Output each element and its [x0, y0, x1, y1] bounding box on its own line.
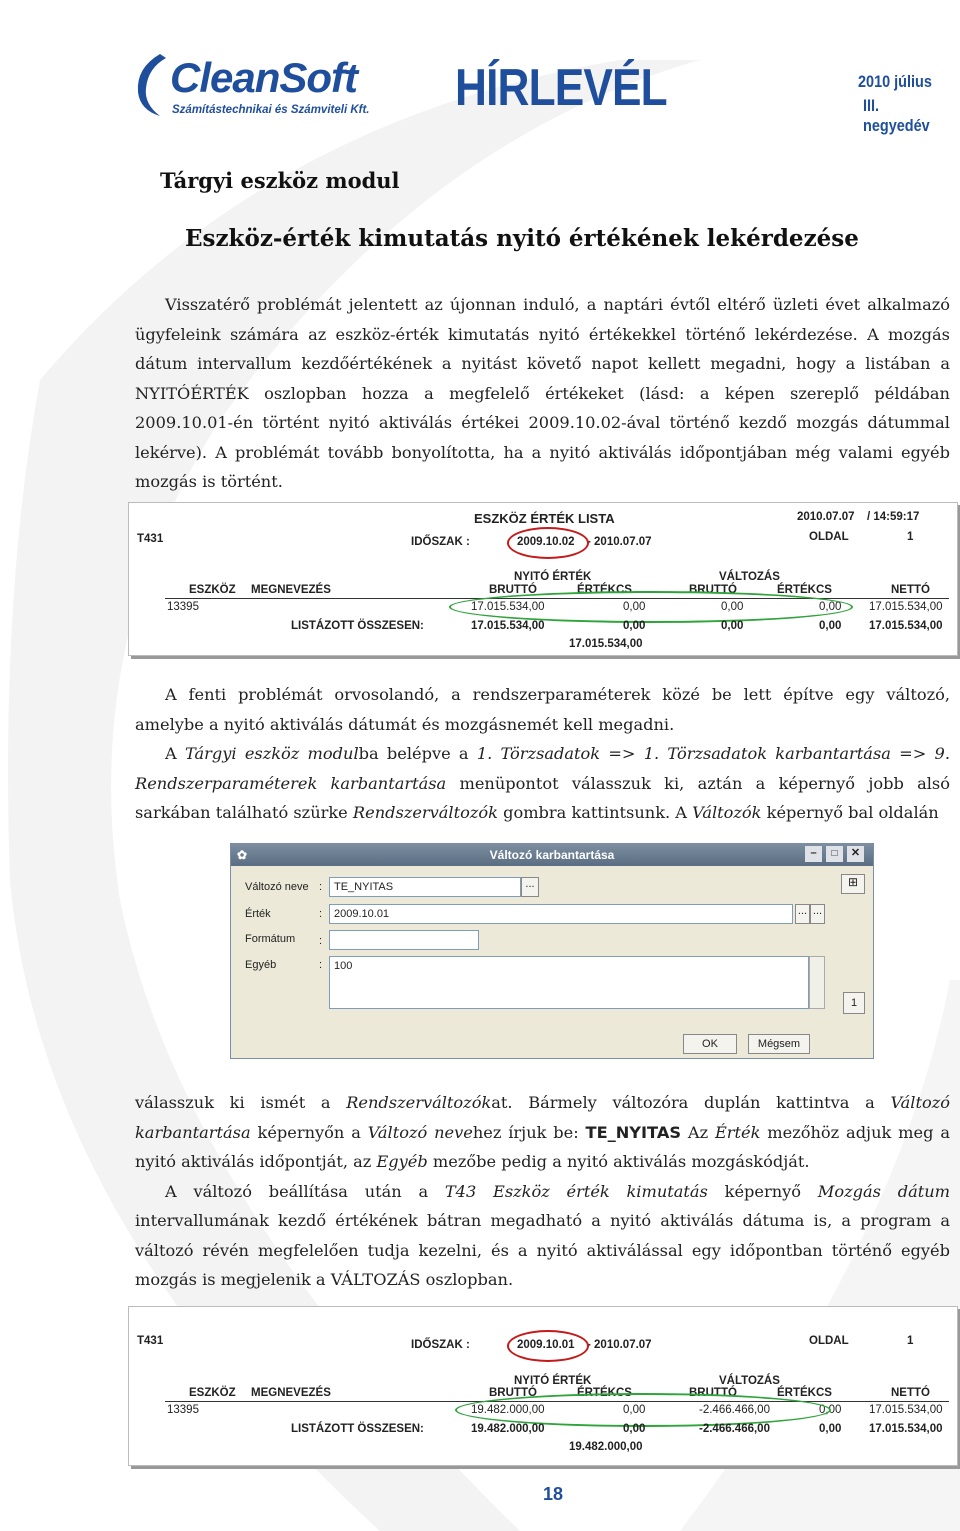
logo-main-text: CleanSoft	[170, 54, 358, 101]
value-button-b[interactable]: ...	[810, 904, 825, 924]
name-lookup-button[interactable]: ...	[521, 877, 539, 897]
intro-paragraph	[135, 290, 950, 497]
other-textarea[interactable]: 100	[329, 956, 809, 1009]
row-value-4: 0,00	[819, 601, 842, 613]
sum-label: LISTÁZOTT ÖSSZESEN:	[291, 620, 424, 632]
period-highlight	[507, 527, 589, 559]
sum-value-2: 0,00	[623, 620, 646, 632]
minimize-icon[interactable]: –	[805, 846, 822, 862]
solution-text-2: A Tárgyi eszköz modulba belépve a 1. Törzsadatok => 1. Törzsadatok karbantartása => 9. Rendszerparaméterek karbantartása menüpontot válasszuk ki, aztán a képernyő jobb alsó sarkában található szürke Rendszerváltozók gombra kattintsunk. A Változók képernyő bal oldalán	[135, 744, 950, 822]
format-input[interactable]	[329, 930, 479, 950]
col-eszkoz: ESZKÖZ	[189, 1387, 236, 1399]
close-icon[interactable]: ✕	[847, 846, 864, 862]
dialog-titlebar	[231, 844, 873, 866]
col-netto: NETTÓ	[891, 584, 930, 596]
report-title: ESZKÖZ ÉRTÉK LISTA	[474, 511, 615, 526]
report-screenshot-1	[128, 502, 958, 656]
app-icon: ✿	[237, 848, 248, 862]
grand-total: 19.482.000,00	[569, 1441, 643, 1453]
pin-icon[interactable]: ⊞	[841, 874, 865, 894]
page-number: 18	[543, 1484, 564, 1504]
colon: :	[319, 881, 323, 893]
row-id: 13395	[167, 1404, 199, 1416]
period-from: 2009.10.01	[517, 1339, 575, 1351]
sum-label: LISTÁZOTT ÖSSZESEN:	[291, 1423, 424, 1435]
sum-value-3: 0,00	[721, 620, 744, 632]
group-nyito: NYITÓ ÉRTÉK	[514, 1375, 592, 1387]
col-ertekcs-2: ÉRTÉKCS	[777, 584, 832, 596]
period-from: 2009.10.02	[517, 536, 575, 548]
page-label: OLDAL	[809, 531, 849, 543]
group-valtozas: VÁLTOZÁS	[719, 1375, 780, 1387]
col-brutto-1: BRUTTÓ	[489, 584, 537, 596]
newsletter-title: HÍRLEVÉL	[455, 59, 667, 117]
col-brutto-2: BRUTTÓ	[689, 584, 737, 596]
period-highlight	[507, 1330, 589, 1362]
page-label: OLDAL	[809, 1335, 849, 1347]
colon: :	[319, 935, 323, 947]
period-label: IDŐSZAK :	[411, 1339, 470, 1351]
colon: :	[319, 908, 323, 920]
row-value-3: -2.466.466,00	[699, 1404, 770, 1416]
report-screenshot-2	[128, 1306, 958, 1466]
period-to: - 2010.07.07	[587, 1339, 652, 1351]
row-value-2: 0,00	[623, 1404, 646, 1416]
instructions-paragraph	[135, 1088, 950, 1295]
sum-value-4: 0,00	[819, 620, 842, 632]
row-value-1: 19.482.000,00	[471, 1404, 545, 1416]
intro-text: Visszatérő problémát jelentett az újonnan induló, a naptári évtől eltérő üzleti évet alkalmazó ügyfeleink számára az eszköz-érték kimutatás nyitó értékekkel történő lekérdezése. A mozgás dátum intervallum kezdőértékének a nyitást követő napot kellett megadni, hogy a listában a NYITÓÉRTÉK oszlopban hozza a megfelelő értékeket (lásd: a képen szereplő példában 2009.10.01-én történt nyitó aktiválás értékei 2009.10.02-ával történő kezdő mozgás dátummal lekérve). A problémát tovább bonyolította, ha a nyitó aktiválás időpontjában még valami egyéb mozgás is történt.	[135, 295, 950, 491]
sum-value-1: 17.015.534,00	[471, 620, 545, 632]
col-brutto-2: BRUTTÓ	[689, 1387, 737, 1399]
row-value-5: 17.015.534,00	[869, 601, 943, 613]
col-ertekcs-2: ÉRTÉKCS	[777, 1387, 832, 1399]
label-variable-name: Változó neve	[245, 881, 309, 893]
row-value-2: 0,00	[623, 601, 646, 613]
row-highlight	[449, 591, 853, 623]
row-id: 13395	[167, 601, 199, 613]
report-time: / 14:59:17	[867, 511, 920, 523]
label-other: Egyéb	[245, 959, 277, 971]
maximize-icon[interactable]: □	[826, 846, 843, 862]
value-input[interactable]: 2009.10.01	[329, 904, 793, 924]
label-value: Érték	[245, 908, 271, 920]
col-eszkoz: ESZKÖZ	[189, 584, 236, 596]
period-label: IDŐSZAK :	[411, 536, 470, 548]
company-logo	[130, 50, 370, 125]
row-value-4: 0,00	[819, 1404, 842, 1416]
col-brutto-1: BRUTTÓ	[489, 1387, 537, 1399]
dialog-title: Változó karbantartása	[489, 848, 615, 862]
logo-sub-text: Számítástechnikai és Számviteli Kft.	[172, 104, 370, 116]
period-to: - 2010.07.07	[587, 536, 652, 548]
section-title: Tárgyi eszköz modul	[160, 168, 400, 193]
report-date: 2010.07.07	[797, 511, 855, 523]
colon: :	[319, 959, 323, 971]
counter-button[interactable]: 1	[843, 992, 865, 1014]
row-value-1: 17.015.534,00	[471, 601, 545, 613]
sum-value-3: -2.466.466,00	[699, 1423, 770, 1435]
ok-button[interactable]: OK	[683, 1034, 737, 1054]
col-ertekcs-1: ÉRTÉKCS	[577, 584, 632, 596]
report-code: T431	[137, 1335, 164, 1347]
page-number-value: 1	[907, 1335, 914, 1347]
group-nyito: NYITÓ ÉRTÉK	[514, 571, 592, 583]
col-megnevezes: MEGNEVEZÉS	[251, 1387, 331, 1399]
col-netto: NETTÓ	[891, 1387, 930, 1399]
group-valtozas: VÁLTOZÁS	[719, 571, 780, 583]
page-number-value: 1	[907, 531, 914, 543]
sum-value-4: 0,00	[819, 1423, 842, 1435]
row-value-5: 17.015.534,00	[869, 1404, 943, 1416]
label-format: Formátum	[245, 933, 296, 945]
sum-value-2: 0,00	[623, 1423, 646, 1435]
solution-text-1: A fenti problémát orvosolandó, a rendszerparaméterek közé be lett építve egy változó, amelybe a nyitó aktiválás dátumát és mozgásnemét kell megadni.	[135, 685, 950, 734]
row-value-3: 0,00	[721, 601, 744, 613]
sum-value-1: 19.482.000,00	[471, 1423, 545, 1435]
solution-paragraph	[135, 680, 950, 828]
col-megnevezes: MEGNEVEZÉS	[251, 584, 331, 596]
instructions-text-1: válasszuk ki ismét a Rendszerváltozókat. Bármely változóra duplán kattintva a Változó karbantartása képernyőn a Változó nevehez írjuk be: TE_NYITAS Az Érték mezőhöz adjuk meg a nyitó aktiválás időpontját, az Egyéb mezőbe pedig a nyitó aktiválás mozgáskódját.	[135, 1093, 950, 1171]
issue-date: 2010 július	[858, 72, 932, 91]
grand-total: 17.015.534,00	[569, 638, 643, 650]
sum-value-5: 17.015.534,00	[869, 1423, 943, 1435]
cancel-button[interactable]: Mégsem	[748, 1034, 810, 1054]
variable-dialog	[230, 843, 874, 1059]
row-highlight	[455, 1393, 831, 1427]
other-scrollbar[interactable]	[809, 956, 825, 1009]
value-button-a[interactable]: ...	[795, 904, 810, 924]
sum-value-5: 17.015.534,00	[869, 620, 943, 632]
article-title: Eszköz-érték kimutatás nyitó értékének lekérdezése	[185, 225, 859, 252]
variable-name-input[interactable]: TE_NYITAS	[329, 877, 521, 897]
col-ertekcs-1: ÉRTÉKCS	[577, 1387, 632, 1399]
instructions-text-2: A változó beállítása után a T43 Eszköz érték kimutatás képernyő Mozgás dátum intervallumának kezdő értékének bátran megadható a nyitó aktiválás dátuma is, a program a változó révén megfelelően tudja kezelni, és a nyitó aktiválással egy időpontban történő egyéb mozgás is megjelenik a VÁLTOZÁS oszlopban.	[135, 1181, 950, 1289]
report-code: T431	[137, 533, 164, 545]
issue-quarter: III. negyedév	[863, 96, 930, 135]
